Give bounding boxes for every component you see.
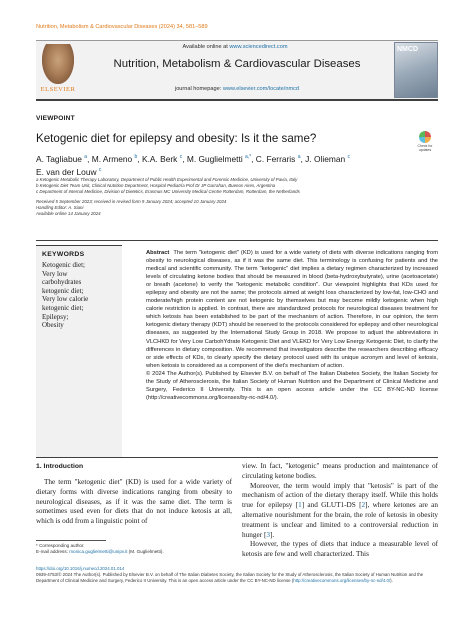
paragraph-text: However, the types of diets that induce a measurable level of ketosis are few and well characterized. This [242,540,438,559]
keyword-item: Very low [42,269,68,278]
author-name[interactable]: , M. Guglielmetti [182,153,246,164]
email-link[interactable]: monica.guglielmetti@unipv.it [69,549,128,555]
paragraph-text: ], where ketones are an alternative nourishment for the brain, the role of ketosis in obesity treatment is unclear and limited to a controversial reduction in hunger [ [242,501,438,539]
publisher-wordmark: ELSEVIER [40,86,76,93]
affiliation-line: a Ketogenic Metabolic Therapy Laboratory, Department of Public Health Experimental and Forensic Medicine, University of Pavia, Italy [36,177,298,182]
crossmark-badge[interactable] [412,130,438,152]
abstract-label: Abstract [146,250,170,256]
footnote-email-line [36,549,236,555]
paragraph-text: ]. [269,530,275,539]
abstract [146,249,438,402]
keyword-item: Epilepsy; [42,312,69,321]
available-prefix: Available online at [182,44,230,50]
article-type-label: VIEWPOINT [36,115,75,122]
footnote-rule [36,540,106,541]
affiliation-sup[interactable]: c [179,154,183,160]
history-line: Received 5 September 2023; received in revised form 9 January 2024; accepted 10 January 2024 [36,199,227,204]
history-line: Available online 14 January 2024 [36,211,101,216]
keywords-title: KEYWORDS [42,251,85,258]
keyword-item: Obesity [42,321,64,330]
body-paragraph [242,482,438,541]
keywords-box [36,245,122,458]
keyword-item: ketogenic diet; [42,286,84,295]
affiliation-sup[interactable]: a [84,154,88,160]
affiliation-sup[interactable]: a,* [245,154,252,160]
affiliation-sup[interactable]: a [297,154,301,160]
sciencedirect-link[interactable]: www.sciencedirect.com [229,44,288,50]
license-link[interactable]: http://creativecommons.org/licenses/by-nc-nd/4.0/ [293,578,391,583]
license-statement [36,572,438,584]
citation-link[interactable]: 1 [298,501,302,510]
author-name[interactable]: E. van der Louw [36,166,99,177]
license-text: 0939-4753/© 2024 The Author(s). Published by Elsevier B.V. on behalf of The Italian Diabetes Society, the Italian Society for the Study of Atherosclerosis, the Italian Society of Human Nutrition and the Department of Clinical Medicine and Surgery, Federico II University. This is an open access article under the CC BY-NC-ND license ( [36,572,424,583]
keyword-item: ketogenic diet; [42,303,84,312]
affiliations [36,177,456,195]
license-text: ). [390,578,393,583]
elsevier-logo [36,42,80,98]
cover-label: NMCD [397,46,418,53]
abstract-text: The term "ketogenic diet" (KD) is used for a wide variety of diets with diverse indications ranging from obesity to neurological diseases, as if it was the same diet. This terminology is confusing for patients and the medical and scientific community. The term "ketogenic" diet implies a dietary regimen characterized by increased levels of circulating ketone bodies that should be measured in blood (beta-hydroxybutyrate), urine (acetoacetate) or breath (acetone) to verify the "ketogenic metabolic condition". Our viewpoint highlights that KDs used for epilepsy and obesity are not the same; the protocols aimed at weight loss characterized by low-fat, low-CHO and moderate/high protein content are not ketogenic by themselves but may become mildly ketogenic when high calorie restriction is applied. In contrast, there are standardized protocols for neurological diseases treatment for which ketosis has been established to be part of the mechanism of action. Therefore, in our opinion, the term ketogenic dietary therapy (KDT) should be reserved to the protocols considered for epilepsy and other neurological diseases, as suggested by the International Study Group in 2018. We propose to adjust the abbreviations in VLCHKD for Very Low CarbohYdrate Ketogenic Diet and VLEKD for Very Low Energy Ketogenic Diet, to clarify the differences in dietary composition. We recommend that investigators describe the researchers describing efficacy or side effects of KDs, to clearly specify the dietary protocol used with its unique acronym and level of ketosis, when ketosis is considered as a component of the diet's mechanism of action. [146,250,438,369]
page-footer [36,566,438,584]
body-paragraph: The term "ketogenic diet" (KD) is used for a wide variety of dietary forms with diverse indications ranging from obesity to neurological diseases, as if it was the same diet. The term is sometimes used even for diets that do not induce ketosis at all, which is odd from a linguistic point of [36,478,232,526]
abstract-copyright: © 2024 The Author(s). Published by Elsevier B.V. on behalf of The Italian Diabetes Society, the Italian Society for the Study of Atherosclerosis, the Italian Society of Human Nutrition and the Department of Clinical Medicine and Surgery, Federico II University. This is an open access article under the CC BY-NC-ND license (http://creativecommons.org/licenses/by-nc-nd/4.0/). [146,370,438,401]
keyword-item: Ketogenic diet; [42,261,85,269]
affiliation-sup[interactable]: c [347,154,350,160]
section-divider [36,457,438,458]
affiliation-sup[interactable]: c [98,166,102,173]
body-paragraph: view. In fact, "ketogenic" means production and maintenance of circulating ketone bodies. [242,462,438,480]
available-online [150,44,320,50]
keyword-item: Very low calorie [42,295,89,304]
author-list [36,152,436,178]
citation-link[interactable]: 2 [361,501,366,510]
affiliation-line: c Department of Internal Medicine, Division of Dietetics, Erasmus MC University Medical Centre Rotterdam, Rotterdam, the Netherlands [36,189,300,194]
journal-cover-thumbnail[interactable] [394,42,438,98]
crossmark-icon [419,131,431,143]
paragraph-text: ] and GLUT1-DS [ [301,501,362,510]
corresponding-author-footnote [36,543,236,555]
footnote-line: * Corresponding author. [36,543,85,548]
section-divider [36,240,438,241]
author-name[interactable]: , J. Olieman [300,153,348,164]
history-line: Handling Editor: A. Siani [36,205,84,210]
elsevier-tree-icon [42,44,74,84]
author-name[interactable]: , K.A. Berk [137,153,180,164]
article-history [36,199,456,217]
body-paragraph [242,540,438,560]
email-prefix: E-mail address: [36,549,70,555]
introduction-heading: 1. Introduction [36,463,84,470]
affiliation-line: b Ketogenic Diet Team Unit, Clinical Nutrition Department, Hospital Pediatría Prof Dr JP Garrahan, Buenos Aires, Argentina [36,183,276,188]
author-name[interactable]: , M. Armeno [87,153,135,164]
author-name[interactable]: A. Tagliabue [36,153,85,164]
body-column-right [242,462,438,560]
keyword-item: carbohydrates [42,278,82,287]
author-name[interactable]: , C. Ferraris [251,153,298,164]
keywords-list [42,261,120,330]
journal-title: Nutrition, Metabolism & Cardiovascular Diseases [113,58,361,70]
paragraph-text: Moreover, the term would imply that "ketosis" is part of the mechanism of action of the dietary therapy itself. While this holds true for epilepsy [ [242,481,438,510]
body-column-left [36,478,232,527]
doi-link[interactable]: https://doi.org/10.1016/j.numecd.2024.01.014 [36,566,125,571]
crossmark-label: Check for updates [417,144,433,152]
homepage-link[interactable]: www.elsevier.com/locate/nmcd [222,86,300,92]
journal-reference: Nutrition, Metabolism & Cardiovascular Diseases (2024) 34, 581–589 [36,24,208,30]
article-title: Ketogenic diet for epilepsy and obesity: Is it the same? [36,132,317,145]
journal-homepage [150,86,324,92]
affiliation-sup[interactable]: b [134,154,138,160]
email-suffix: (M. Guglielmetti). [127,549,164,555]
citation-link[interactable]: 3 [266,530,270,539]
homepage-prefix: journal homepage: [174,86,223,92]
